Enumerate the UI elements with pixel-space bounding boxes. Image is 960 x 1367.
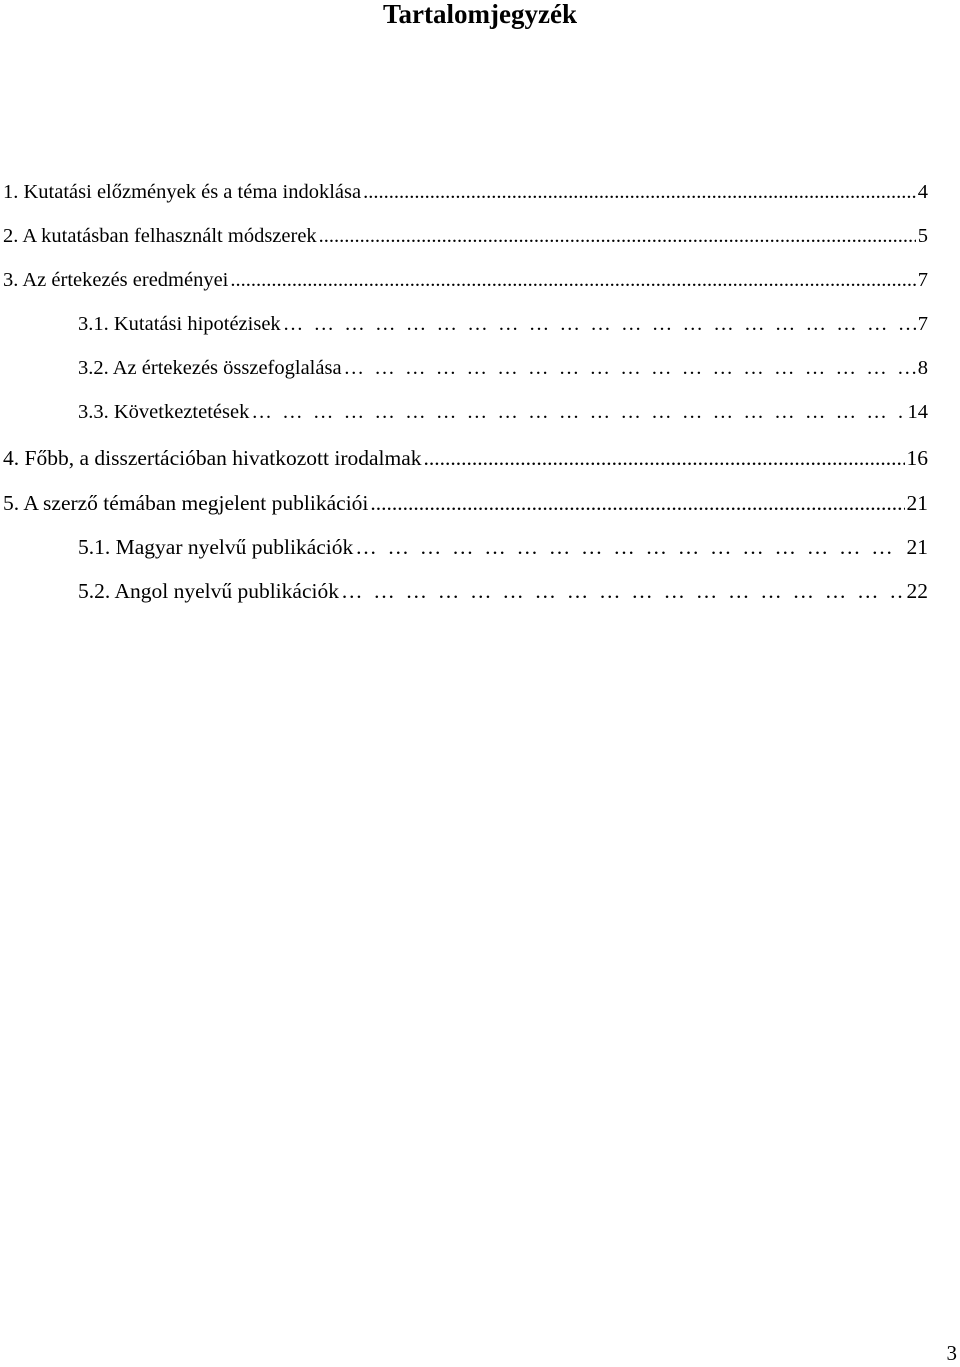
page-title: Tartalomjegyzék [383, 0, 577, 29]
ellipsis-leader [283, 313, 916, 336]
dot-leader [363, 181, 916, 204]
toc-entry-3-2[interactable] [78, 357, 928, 393]
toc-entry-page: 4 [917, 181, 928, 203]
ellipsis-leader [251, 401, 905, 424]
ellipsis-leader [355, 535, 904, 560]
ellipsis-leader [344, 357, 916, 380]
toc-entry-label: 1. Kutatási előzmények és a téma indoklása [3, 181, 362, 203]
toc-entry-page: 7 [917, 269, 928, 291]
toc-entry-3-1[interactable] [78, 313, 928, 349]
toc-entry-page: 16 [906, 446, 928, 470]
toc-entry-3[interactable] [3, 269, 928, 305]
toc-entry-label: 3.1. Kutatási hipotézisek [78, 313, 281, 335]
toc-entry-page: 21 [906, 535, 928, 559]
toc-entry-3-3[interactable] [78, 401, 928, 437]
toc-entry-page: 8 [917, 357, 928, 379]
page-number: 3 [946, 1341, 957, 1365]
toc-entry-label: 3.2. Az értekezés összefoglalása [78, 357, 342, 379]
toc-entry-page: 21 [906, 491, 928, 515]
dot-leader [424, 446, 905, 471]
toc-entry-label: 5. A szerző témában megjelent publikációi [3, 491, 369, 515]
dot-leader [370, 491, 904, 516]
toc-entry-label: 5.2. Angol nyelvű publikációk [78, 579, 339, 603]
toc-entry-label: 3.3. Következtetések [78, 401, 250, 423]
toc-entry-4[interactable] [3, 446, 928, 482]
toc-entry-5-2[interactable] [78, 579, 928, 615]
toc-entry-5[interactable] [3, 491, 928, 527]
toc-entry-label: 3. Az értekezés eredményei [3, 269, 229, 291]
toc-entry-page: 22 [906, 579, 928, 603]
toc-entry-page: 14 [907, 401, 928, 423]
toc-entry-label: 4. Főbb, a disszertációban hivatkozott irodalmak [3, 446, 422, 470]
toc-entry-page: 5 [917, 225, 928, 247]
ellipsis-leader [341, 579, 905, 604]
toc-entry-5-1[interactable] [78, 535, 928, 571]
toc-entry-label: 5.1. Magyar nyelvű publikációk [78, 535, 354, 559]
toc-entry-2[interactable] [3, 225, 928, 261]
toc-entry-label: 2. A kutatásban felhasznált módszerek [3, 225, 317, 247]
dot-leader [319, 225, 916, 248]
toc-entry-page: 7 [917, 313, 928, 335]
toc-entry-1[interactable] [3, 181, 928, 217]
dot-leader [230, 269, 915, 292]
